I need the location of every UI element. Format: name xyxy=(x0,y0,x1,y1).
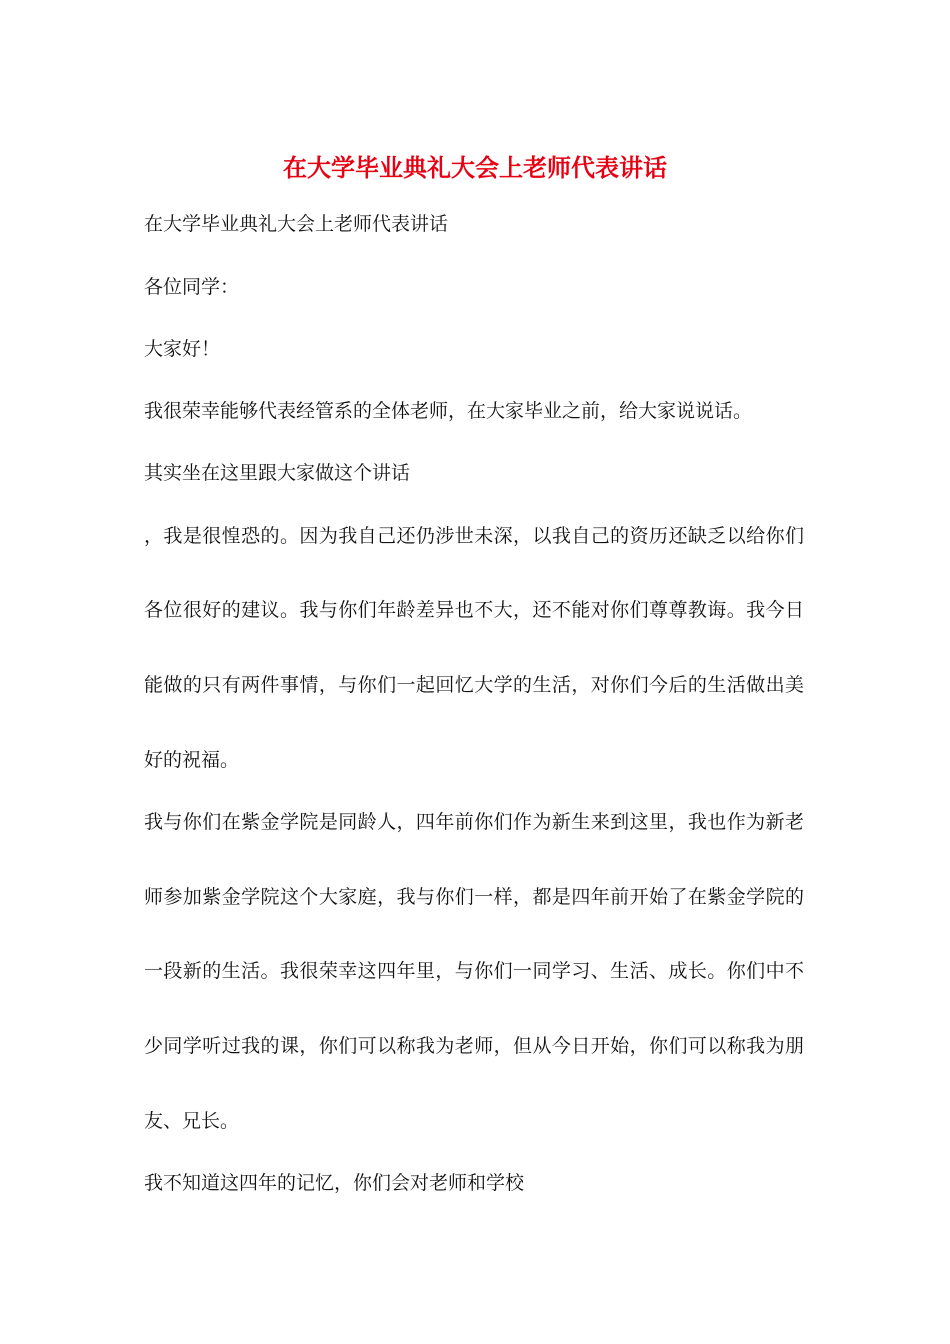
paragraph-line: 师参加紫金学院这个大家庭，我与你们一样，都是四年前开始了在紫金学院的 xyxy=(144,886,804,908)
salutation-line: 各位同学： xyxy=(144,276,240,298)
paragraph-line: ，我是很惶恐的。因为我自己还仍涉世未深，以我自己的资历还缺乏以给你们 xyxy=(144,525,804,547)
paragraph-line: 一段新的生活。我很荣幸这四年里，与你们一同学习、生活、成长。你们中不 xyxy=(144,960,804,982)
paragraph-line: 好的祝福。 xyxy=(144,749,240,771)
paragraph-line: 友、兄长。 xyxy=(144,1110,240,1132)
document-title: 在大学毕业典礼大会上老师代表讲话 xyxy=(283,153,667,182)
paragraph-line: 其实坐在这里跟大家做这个讲话 xyxy=(144,462,411,484)
paragraph-line: 能做的只有两件事情，与你们一起回忆大学的生活，对你们今后的生活做出美 xyxy=(144,674,804,696)
subtitle-line: 在大学毕业典礼大会上老师代表讲话 xyxy=(144,213,449,235)
paragraph-line: 我不知道这四年的记忆，你们会对老师和学校 xyxy=(144,1172,525,1194)
paragraph-line: 少同学听过我的课，你们可以称我为老师，但从今日开始，你们可以称我为朋 xyxy=(144,1035,804,1057)
paragraph-line: 我很荣幸能够代表经管系的全体老师，在大家毕业之前，给大家说说话。 xyxy=(144,400,753,422)
greeting-line: 大家好！ xyxy=(144,338,221,360)
paragraph-line: 各位很好的建议。我与你们年龄差异也不大，还不能对你们尊尊教诲。我今日 xyxy=(144,599,804,621)
paragraph-line: 我与你们在紫金学院是同龄人，四年前你们作为新生来到这里，我也作为新老 xyxy=(144,811,804,833)
